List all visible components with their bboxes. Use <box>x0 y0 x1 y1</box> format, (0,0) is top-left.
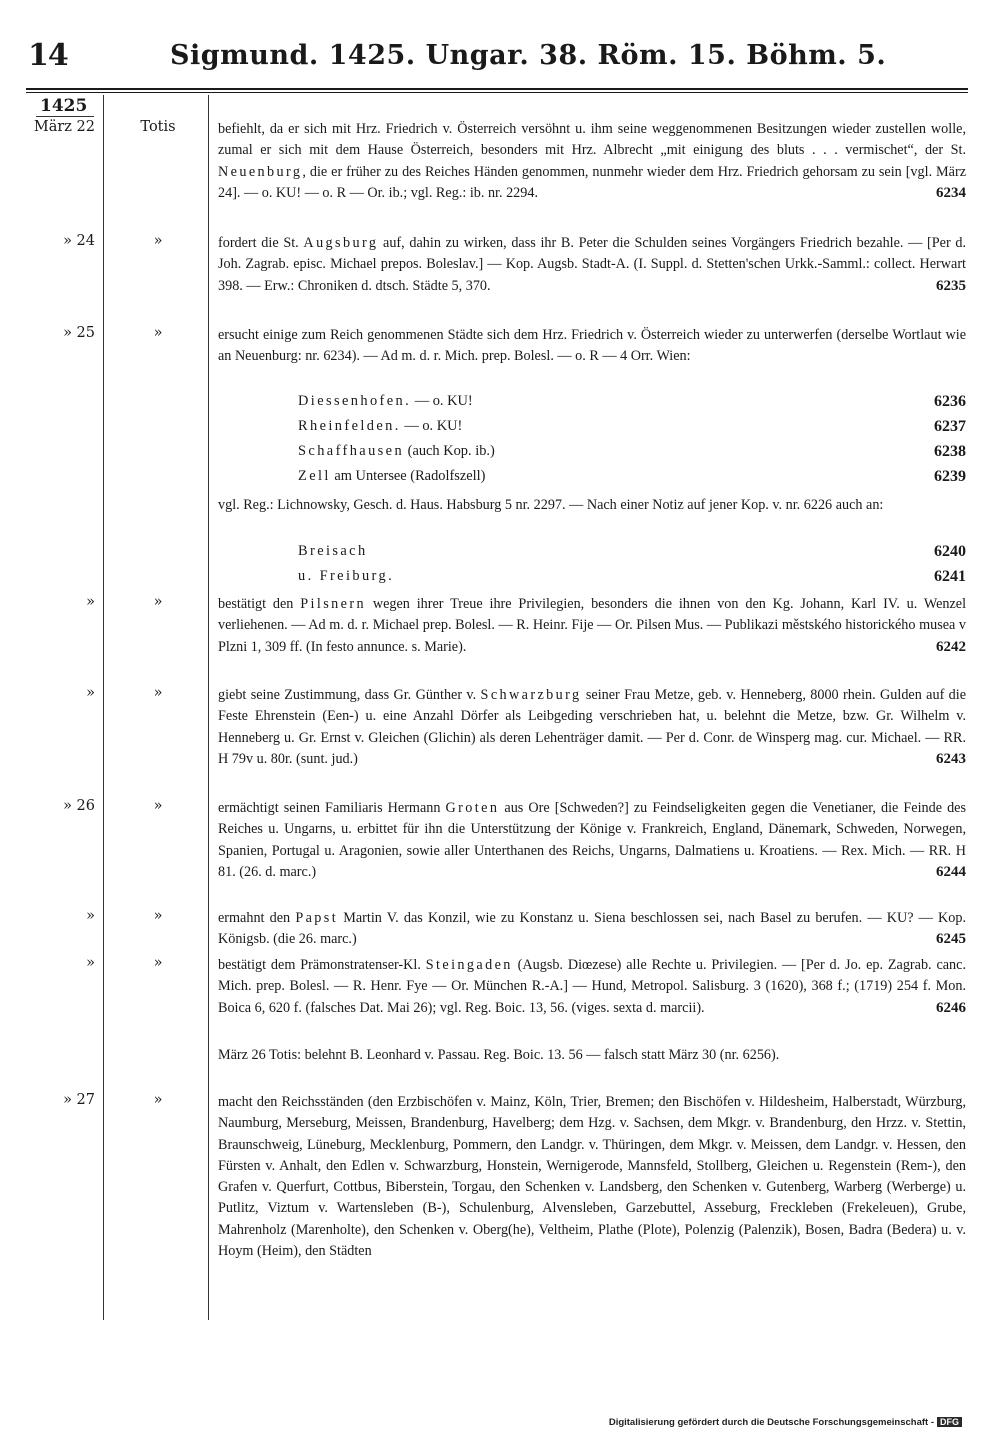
entry-text: ersucht einige zum Reich genommenen Städte sich dem Hrz. Friedrich v. Österreich wieder zu unterwerfen (derselbe Wortlaut wie an Neuenburg: nr. 6234). — Ad m. d. r. Mich. prep. Bolesl. — o. R — 4 Orr. Wien: <box>218 327 966 365</box>
regest-number: 6236 <box>934 393 966 410</box>
page-number: 14 <box>28 38 68 73</box>
header-rule <box>26 88 968 90</box>
entry-date: » <box>86 908 95 924</box>
regest-number: 6242 <box>936 638 966 655</box>
entry-text: ermächtigt seinen Familiaris Hermann Groten aus Ore [Schweden?] zu Feindseligkeiten gegen die Venetianer, die Feinde des Reiches u. Ungarns, u. erbittet für ihn die Unterstützung der Könige v. Frankreich, England, Dänemark, Schweden, Norwegen, Spanien, Portugal u. Aragonien, sowie aller Unterthanen des Reichs, Ungarns, Dalmatiens u. Kroatiens. — Rex. Mich. — RR. H 81. (26. d. marc.) 6244 <box>218 798 966 883</box>
sub-entry: Diessenhofen. — o. KU! 6236 <box>298 391 966 412</box>
entry-date: » 25 <box>63 325 95 341</box>
running-title: Sigmund. 1425. Ungar. 38. Röm. 15. Böhm. 5. <box>170 40 887 71</box>
entry-date: » 27 <box>63 1092 95 1108</box>
sub-entry: Breisach 6240 <box>298 541 966 562</box>
entry-date: » <box>86 594 95 610</box>
entry-text: ermahnt den Papst Martin V. das Konzil, wie zu Konstanz u. Siena beschlossen sei, nach Basel zu berufen. — KU? — Kop. Königsb. (die 26. marc.) 6245 <box>218 908 966 951</box>
entry-date: » <box>86 685 95 701</box>
entry-place: Totis <box>140 119 176 135</box>
year-heading: 1425 <box>40 96 88 116</box>
regest-number: 6246 <box>936 999 966 1016</box>
entry-text: März 26 Totis: belehnt B. Leonhard v. Passau. Reg. Boic. 13. 56 — falsch statt März 30 (nr. 6256). <box>218 1047 780 1063</box>
entry-place: » <box>153 325 163 341</box>
entry-date: März 22 <box>33 119 95 135</box>
entry-date: » 24 <box>63 233 95 249</box>
entry-place: » <box>153 594 163 610</box>
dfg-logo: DFG <box>937 1417 962 1427</box>
sub-entry: u. Freiburg. 6241 <box>298 566 966 587</box>
digitization-credit: Digitalisierung gefördert durch die Deutsche Forschungsgemeinschaft - DFG <box>609 1417 962 1428</box>
entry-text: bestätigt den Pilsnern wegen ihrer Treue ihre Privilegien, besonders die ihnen von den Kg. Johann, Karl IV. u. Wenzel verliehenen. — Ad m. d. r. Michael prep. Bolesl. — R. Heinr. Fije — Or. Pilsen Mus. — Publikazi městského historického musea v Plzni 1, 309 ff. (In festo annunce. s. Marie). 6242 <box>218 594 966 658</box>
entry-text: fordert die St. Augsburg auf, dahin zu wirken, dass ihr B. Peter die Schulden seines Vorgängers Friedrich bezahle. — [Per d. Joh. Zagrab. episc. Michael prepos. Boleslav.] — Kop. Augsb. Stadt-A. (I. Suppl. d. Stetten'schen Urkk.-Samml.: collect. Herwart 398. — Erw.: Chroniken d. dtsch. Städte 5, 370. 6235 <box>218 233 966 297</box>
regest-number: 6240 <box>934 543 966 560</box>
regest-number: 6238 <box>934 443 966 460</box>
entry-date: » 26 <box>63 798 95 814</box>
entry-text: bestätigt dem Prämonstratenser-Kl. Steingaden (Augsb. Diœzese) alle Rechte u. Privilegien. — [Per d. Jo. ep. Zagrab. canc. Mich. prep. Bolesl. — R. Henr. Fye — Or. München R.-A.] — Hund, Metropol. Salisburg. 3 (1620), 368 f.; (1719) 254 f. Mon. Boica 6, 620 f. (falsches Dat. Mai 26); vgl. Reg. Boic. 13, 56. (viges. sexta d. marcii). 6246 <box>218 955 966 1019</box>
entry-place: » <box>153 908 163 924</box>
regest-number: 6234 <box>936 184 966 201</box>
regest-number: 6235 <box>936 277 966 294</box>
entry-text: vgl. Reg.: Lichnowsky, Gesch. d. Haus. Habsburg 5 nr. 2297. — Nach einer Notiz auf jener Kop. v. nr. 6226 auch an: <box>218 497 884 513</box>
regest-number: 6243 <box>936 750 966 767</box>
sub-entry: Schaffhausen (auch Kop. ib.) 6238 <box>298 441 966 462</box>
year-rule <box>36 116 94 117</box>
sub-entry: Rheinfelden. — o. KU! 6237 <box>298 416 966 437</box>
entry-text: befiehlt, da er sich mit Hrz. Friedrich v. Österreich versöhnt u. ihm seine weggenommenen Besitzungen wieder zustellen wolle, zumal er sich mit dem Hause Österreich, besonders mit Hrz. Albrecht „mit einigung des bluts . . . vermischet“, der St. Neuenburg, die er früher zu des Reiches Händen genommen, nunmehr wieder dem Hrz. Friedrich gehorsam zu sein [vgl. März 24]. — o. KU! — o. R — Or. ib.; vgl. Reg.: ib. nr. 2294. 6234 <box>218 119 966 204</box>
entry-place: » <box>153 1092 163 1108</box>
entry-date: » <box>86 955 95 971</box>
regest-number: 6239 <box>934 468 966 485</box>
entry-text: giebt seine Zustimmung, dass Gr. Günther v. Schwarzburg seiner Frau Metze, geb. v. Henneberg, 8000 rhein. Gulden auf die Feste Ehrenstein (Een-) u. eine Anzahl Dörfer als Leibgeding verschrieben hat, u. belehnt die Metze, bzw. Gr. Wilhelm v. Henneberg u. Gr. Ernst v. Gleichen (Glichin) als deren Lehenträger damit. — Per d. Conr. de Winsperg mag. cur. Michael. — RR. H 79v u. 80r. (sunt. jud.) 6243 <box>218 685 966 770</box>
entry-place: » <box>153 798 163 814</box>
regest-number: 6245 <box>936 931 966 948</box>
entry-place: » <box>153 955 163 971</box>
regest-number: 6241 <box>934 568 966 585</box>
entry-place: » <box>153 685 163 701</box>
sub-entry: Zell am Untersee (Radolfszell) 6239 <box>298 466 966 487</box>
regest-number: 6244 <box>936 863 966 880</box>
column-divider-place <box>208 95 209 1320</box>
entry-place: » <box>153 233 163 249</box>
header-rule-thin <box>26 92 968 93</box>
entry-text: macht den Reichsständen (den Erzbischöfen v. Mainz, Köln, Trier, Bremen; den Bischöfen v. Hildesheim, Halberstadt, Würzburg, Naumburg, Merseburg, Meissen, Brandenburg, Havelberg; dem Hzg. v. Sachsen, dem Mkgr. v. Brandenburg, den Hrzz. v. Stettin, Braunschweig, Lüneburg, Mecklenburg, Pommern, den Landgr. v. Thüringen, dem Mkgr. v. Meissen, dem Landgr. v. Hessen, den Fürsten v. Anhalt, den Edlen v. Schwarzburg, Honstein, Wernigerode, Mannsfeld, Stollberg, Gleichen u. Regenstein (Rem-), den Grafen v. Querfurt, Cottbus, Biberstein, Torgau, den Schenken v. Landsberg, den Schenken v. Gutenberg, Warberg (Werberge) u. Putlitz, Viztum v. Wartensleben (B-), Schulenburg, Alvensleben, Garzebuttel, Asseburg, Freckleben (Frekeleuen), Grube, Mahrenholz (Marenholte), den Schenken v. Oberg(he), Veltheim, Plathe (Plote), Polenzig (Palenzik), Bosen, Badra (Bedera) u. v. Hoym (Heim), den Städten <box>218 1094 966 1260</box>
regest-number: 6237 <box>934 418 966 435</box>
column-divider-date <box>103 95 104 1320</box>
